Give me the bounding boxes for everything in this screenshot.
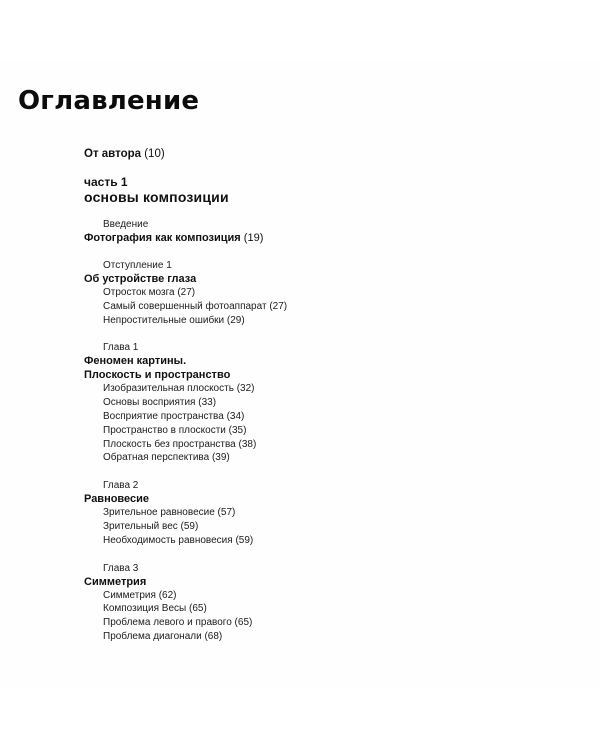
toc-item[interactable]: Композиция Весы (65) <box>103 603 207 615</box>
section-title[interactable]: Симметрия <box>84 575 147 588</box>
part-number: часть 1 <box>84 175 128 189</box>
from-author-page: (10) <box>144 148 165 160</box>
toc-section-introduction <box>84 218 564 245</box>
page-title: Оглавление <box>18 86 200 116</box>
section-label: Глава 2 <box>103 480 139 492</box>
toc-item[interactable]: Проблема диагонали (68) <box>103 630 223 642</box>
section-title[interactable]: Об устройстве глаза <box>84 273 197 285</box>
toc-item[interactable]: Симметрия (62) <box>103 589 177 601</box>
section-title[interactable] <box>84 231 564 245</box>
part-heading <box>84 176 564 205</box>
part-title: основы композиции <box>84 189 229 205</box>
section-label: Глава 3 <box>103 562 139 574</box>
toc-item[interactable]: Основы восприятия (33) <box>103 397 217 409</box>
toc-item[interactable]: Зрительный вес (59) <box>103 520 199 532</box>
toc-item[interactable]: Отросток мозга (27) <box>103 287 196 298</box>
section-title-line-2[interactable]: Плоскость и пространство <box>84 369 231 382</box>
toc-section-digression-1 <box>84 259 564 327</box>
toc-item[interactable]: Зрительное равновесие (57) <box>103 507 236 519</box>
toc-item[interactable]: Плоскость без пространства (38) <box>103 438 257 450</box>
section-title-text: Фотография как композиция <box>84 232 241 244</box>
toc-section-chapter-3 <box>84 562 564 644</box>
section-title-page: (19) <box>243 232 264 244</box>
toc-item[interactable]: Обратная перспектива (39) <box>103 452 230 464</box>
toc-item[interactable]: Восприятие пространства (34) <box>103 410 245 422</box>
toc-item[interactable]: Проблема левого и правого (65) <box>103 617 253 629</box>
section-label: Глава 1 <box>103 342 139 354</box>
from-author-label: От автора <box>84 148 142 160</box>
toc-item[interactable]: Самый совершенный фотоаппарат (27) <box>103 300 288 312</box>
toc-item[interactable]: Непростительные ошибки (29) <box>103 314 245 326</box>
section-label: Отступление 1 <box>103 260 172 271</box>
toc-section-chapter-2 <box>84 479 564 547</box>
toc-item[interactable]: Изобразительная плоскость (32) <box>103 383 255 395</box>
table-of-contents <box>84 146 564 644</box>
section-title[interactable]: Равновесие <box>84 493 150 506</box>
section-label: Введение <box>103 219 149 230</box>
toc-section-chapter-1 <box>84 341 564 465</box>
toc-item[interactable]: Необходимость равновесия (59) <box>103 534 254 546</box>
toc-entry-from-author[interactable] <box>84 146 564 162</box>
section-title-line-1[interactable]: Феномен картины. <box>84 355 187 368</box>
toc-item[interactable]: Пространство в плоскости (35) <box>103 424 247 436</box>
